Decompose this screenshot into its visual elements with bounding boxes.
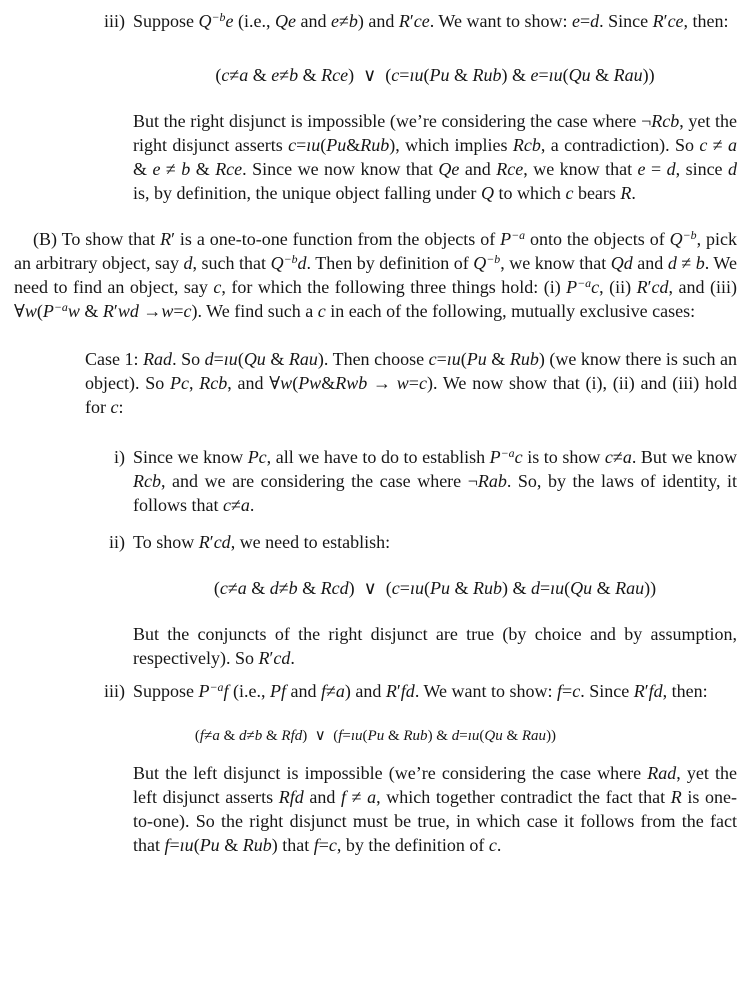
list-item-iii-2 — [104, 679, 737, 703]
display-formula-2: (c≠a & d≠b & Rcd) ∨ (c=ıu(Pu & Rub) & d=ıu(Qu & Rau)) — [213, 578, 657, 598]
list-item-i — [114, 445, 738, 517]
item-label: i) — [114, 447, 125, 467]
item-label: iii) — [104, 11, 125, 31]
paragraph-case-1: Case 1: Rad. So d=ıu(Qu & Rau). Then choose c=ıu(Pu & Rub) (we know there is such an object). So Pc, Rcb, and ∀w(Pw&Rwb → w=c). We now show that (i), (ii) and (iii) hold for c: — [85, 349, 738, 417]
item-label: ii) — [109, 532, 125, 552]
list-item-ii — [109, 530, 737, 554]
list-item-iii-top — [104, 9, 737, 33]
paragraph-B: (B) To show that R′ is a one-to-one function from the objects of $P^{-a}$ onto the objects of $Q^{-b}$, pick an arbitrary object, say d, such that $Q^{-b}d$. Then by definition of $Q^{-b}$, we know that Qd and d ≠ b. We need to find an object, say c, for which the following three things hold: (i) $P^{-a}c$, (ii) R′cd, and (iii) $\forall w(P^{-a}w$ & R′wd →w=c). We find such a c in each of the following, mutually exclusive cases: — [14, 228, 737, 321]
item-body: Suppose $Q^{-b}e$ (i.e., Qe and e≠b) and R′ce. We want to show: e=d. Since R′ce, then: — [133, 10, 729, 31]
paragraph-right-disjunct: But the right disjunct is impossible (we’re considering the case where ¬Rcb, yet the right disjunct asserts c=ıu(Pu&Rub), which implies Rcb, a contradiction). So c ≠ a & e ≠ b & Rce. Since we now know that Qe and Rce, we know that e = d, since d is, by definition, the unique object falling under Q to which c bears R. — [133, 111, 737, 203]
item-body: Since we know Pc, all we have to do to establish $P^{-a}c$ is to show c≠a. But we know Rcb, and we are considering the case where ¬Rab. So, by the laws of identity, it follows that c≠a. — [133, 446, 738, 515]
display-formula-1: (c≠a & e≠b & Rce) ∨ (c=ıu(Pu & Rub) & e=ıu(Qu & Rau)) — [215, 65, 655, 85]
item-label: iii) — [104, 681, 125, 701]
item-body: To show R′cd, we need to establish: — [133, 532, 391, 552]
display-formula-3: (f≠a & d≠b & Rfd) ∨ (f=ıu(Pu & Rub) & d=ıu(Qu & Rau)) — [194, 728, 557, 744]
paragraph-conjuncts: But the conjuncts of the right disjunct are true (by choice and by assumption, respectively). So R′cd. — [133, 624, 737, 668]
paragraph-left-disjunct: But the left disjunct is impossible (we’re considering the case where Rad, yet the left disjunct asserts Rfd and f ≠ a, which together contradict the fact that R is one-to-one). So the right disjunct must be true, in which case it follows from the fact that f=ıu(Pu & Rub) that f=c, by the definition of c. — [133, 763, 737, 855]
item-body: Suppose $P^{-a}f$ (i.e., Pf and f≠a) and R′fd. We want to show: f=c. Since R′fd, then: — [133, 680, 708, 701]
